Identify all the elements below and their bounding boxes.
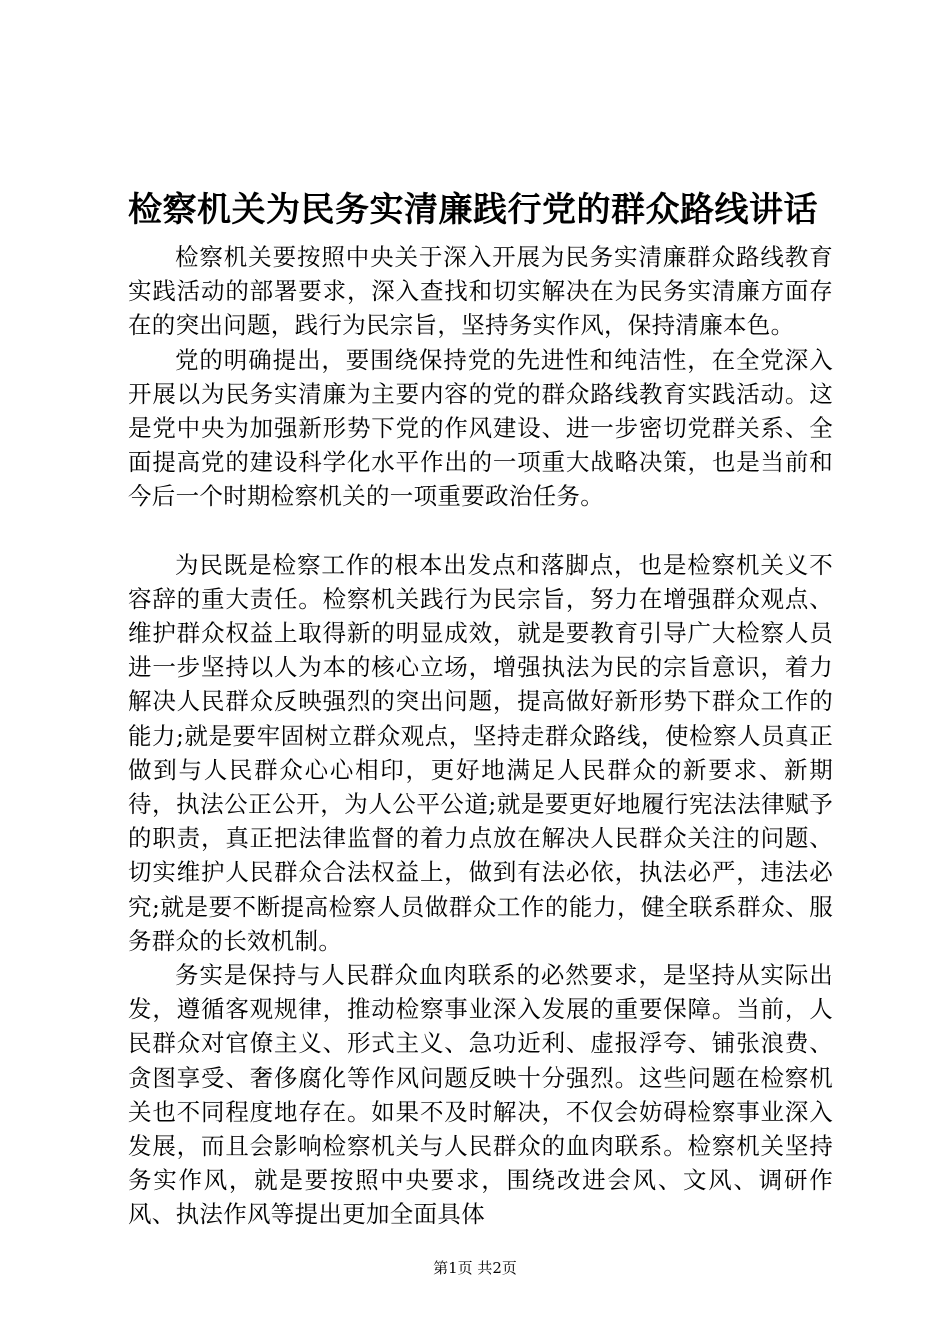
- paragraph-4: 务实是保持与人民群众血肉联系的必然要求，是坚持从实际出发，遵循客观规律，推动检察事业深入发展的重要保障。当前，人民群众对官僚主义、形式主义、急功近利、虚报浮夸、铺张浪费、贪图享受、奢侈腐化等作风问题反映十分强烈。这些问题在检察机关也不同程度地存在。如果不及时解决，不仅会妨碍检察事业深入发展，而且会影响检察机关与人民群众的血肉联系。检察机关坚持务实作风，就是要按照中央要求，围绕改进会风、文风、调研作风、执法作风等提出更加全面具体: [128, 961, 833, 1229]
- paragraph-3: 为民既是检察工作的根本出发点和落脚点，也是检察机关义不容辞的重大责任。检察机关践行为民宗旨，努力在增强群众观点、维护群众权益上取得新的明显成效，就是要教育引导广大检察人员进一步坚持以人为本的核心立场，增强执法为民的宗旨意识，着力解决人民群众反映强烈的突出问题，提高做好新形势下群众工作的能力;就是要牢固树立群众观点，坚持走群众路线，使检察人员真正做到与人民群众心心相印，更好地满足人民群众的新要求、新期待，执法公正公开，为人公平公道;就是要更好地履行宪法法律赋予的职责，真正把法律监督的着力点放在解决人民群众关注的问题、切实维护人民群众合法权益上，做到有法必依，执法必严，违法必究;就是要不断提高检察人员做群众工作的能力，健全联系群众、服务群众的长效机制。: [128, 550, 833, 955]
- document-title: 检察机关为民务实清廉践行党的群众路线讲话: [128, 190, 818, 230]
- document-body: [128, 240, 833, 1232]
- page-number-footer: 第1页 共2页: [433, 1259, 517, 1277]
- paragraph-1: 检察机关要按照中央关于深入开展为民务实清廉群众路线教育实践活动的部署要求，深入查找和切实解决在为民务实清廉方面存在的突出问题，践行为民宗旨，坚持务实作风，保持清廉本色。: [128, 243, 833, 340]
- paragraph-2: 党的明确提出，要围绕保持党的先进性和纯洁性，在全党深入开展以为民务实清廉为主要内容的党的群众路线教育实践活动。这是党中央为加强新形势下党的作风建设、进一步密切党群关系、全面提高党的建设科学化水平作出的一项重大战略决策，也是当前和今后一个时期检察机关的一项重要政治任务。: [128, 345, 833, 511]
